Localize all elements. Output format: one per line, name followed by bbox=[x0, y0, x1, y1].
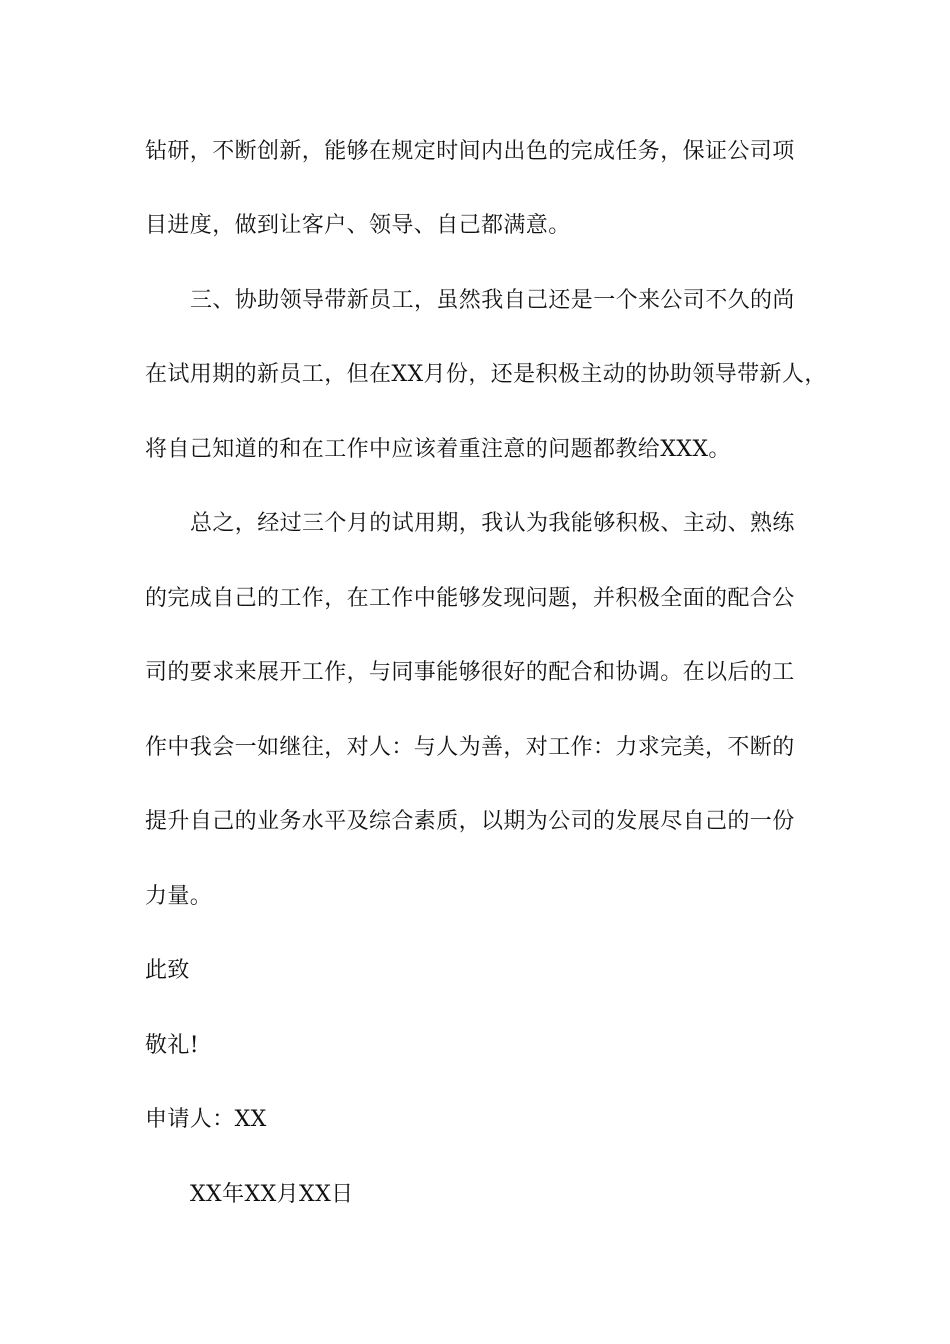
paragraph-line: 提升自己的业务水平及综合素质，以期为公司的发展尽自己的一份 bbox=[145, 809, 795, 834]
applicant-signature: 申请人：XX bbox=[145, 1107, 267, 1132]
paragraph-line: 钻研，不断创新，能够在规定时间内出色的完成任务，保证公司项 bbox=[145, 139, 795, 164]
paragraph-line: 三、协助领导带新员工，虽然我自己还是一个来公司不久的尚 bbox=[190, 288, 795, 313]
paragraph-line: 目进度，做到让客户、领导、自己都满意。 bbox=[145, 213, 571, 238]
paragraph-line: 的完成自己的工作，在工作中能够发现问题，并积极全面的配合公 bbox=[145, 586, 795, 611]
salutation-text: 敬礼! bbox=[145, 1033, 200, 1058]
paragraph-line: 总之，经过三个月的试用期，我认为我能够积极、主动、熟练 bbox=[190, 511, 795, 536]
paragraph-line: 作中我会一如继往，对人：与人为善，对工作：力求完美，不断的 bbox=[145, 735, 795, 760]
paragraph-line: 在试用期的新员工，但在XX月份，还是积极主动的协助领导带新人， bbox=[145, 362, 827, 387]
paragraph-line: 力量。 bbox=[145, 884, 213, 909]
paragraph-line: 将自己知道的和在工作中应该着重注意的问题都教给XXX。 bbox=[145, 437, 731, 462]
date-text: XX年XX月XX日 bbox=[190, 1182, 354, 1207]
closing-text: 此致 bbox=[145, 958, 190, 983]
paragraph-line: 司的要求来展开工作，与同事能够很好的配合和协调。在以后的工 bbox=[145, 660, 795, 685]
